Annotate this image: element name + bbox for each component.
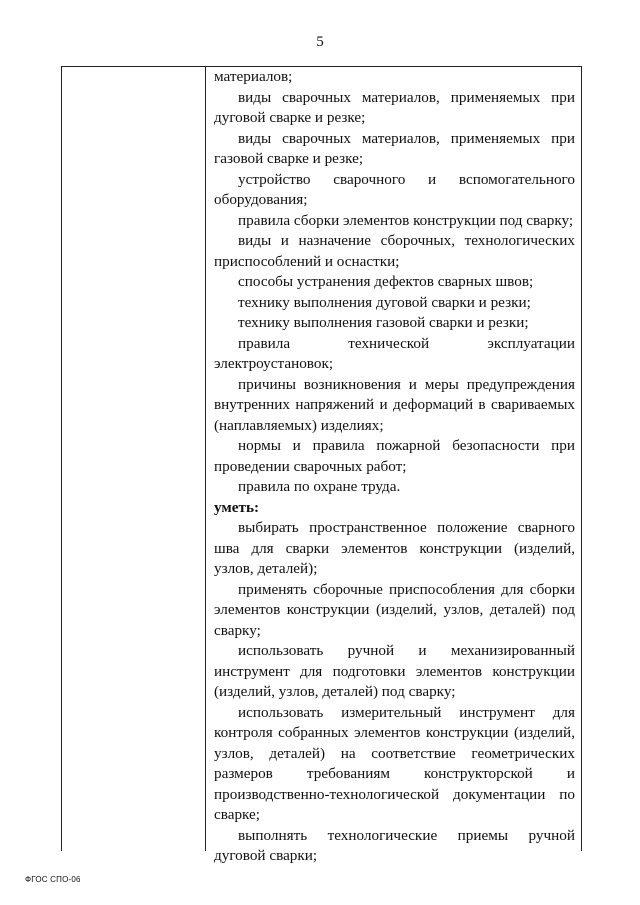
skill-item: использовать ручной и механизированный инструмент для подготовки элементов конструкции (изделий, узлов, деталей) под сварку; xyxy=(214,642,575,700)
skills-heading: уметь: xyxy=(214,498,260,516)
skill-item: использовать измерительный инструмент для контроля собранных элементов конструкции (изделий, узлов, деталей) на соответствие геометрических размеров требованиям конструкторской и производственно-технологической документации по сварке; xyxy=(214,703,575,823)
column-divider xyxy=(205,67,206,851)
knowledge-item: способы устранения дефектов сварных швов; xyxy=(238,273,534,290)
requirements-text-column xyxy=(214,67,575,867)
footer-label: ФГОС СПО-06 xyxy=(25,875,81,884)
knowledge-item: правила сборки элементов конструкции под сварку; xyxy=(238,211,574,229)
page-number: 5 xyxy=(316,34,324,50)
knowledge-item: виды и назначение сборочных, технологических приспособлений и оснастки; xyxy=(214,232,575,270)
skill-item: выполнять технологические приемы ручной дуговой сварки; xyxy=(214,826,575,864)
continued-text: материалов; xyxy=(214,68,293,85)
knowledge-item: правила технической эксплуатации электроустановок; xyxy=(214,334,575,372)
knowledge-item: правила по охране труда. xyxy=(238,478,401,495)
skill-item: применять сборочные приспособления для сборки элементов конструкции (изделий, узлов, деталей) под сварку; xyxy=(214,580,575,639)
content-table xyxy=(61,66,582,864)
knowledge-item: виды сварочных материалов, применяемых при газовой сварке и резке; xyxy=(214,129,575,167)
knowledge-item: устройство сварочного и вспомогательного оборудования; xyxy=(214,170,575,208)
knowledge-item: виды сварочных материалов, применяемых при дуговой сварке и резке; xyxy=(214,88,575,126)
knowledge-item: технику выполнения дуговой сварки и резки; xyxy=(238,293,531,311)
knowledge-item: технику выполнения газовой сварки и резки; xyxy=(238,314,529,331)
knowledge-item: причины возникновения и меры предупреждения внутренних напряжений и деформаций в свариваемых (наплавляемых) изделиях; xyxy=(214,375,575,434)
knowledge-item: нормы и правила пожарной безопасности при проведении сварочных работ; xyxy=(214,437,575,475)
skill-item: выбирать пространственное положение сварного шва для сварки элементов конструкции (изделий, узлов, деталей); xyxy=(214,519,575,577)
